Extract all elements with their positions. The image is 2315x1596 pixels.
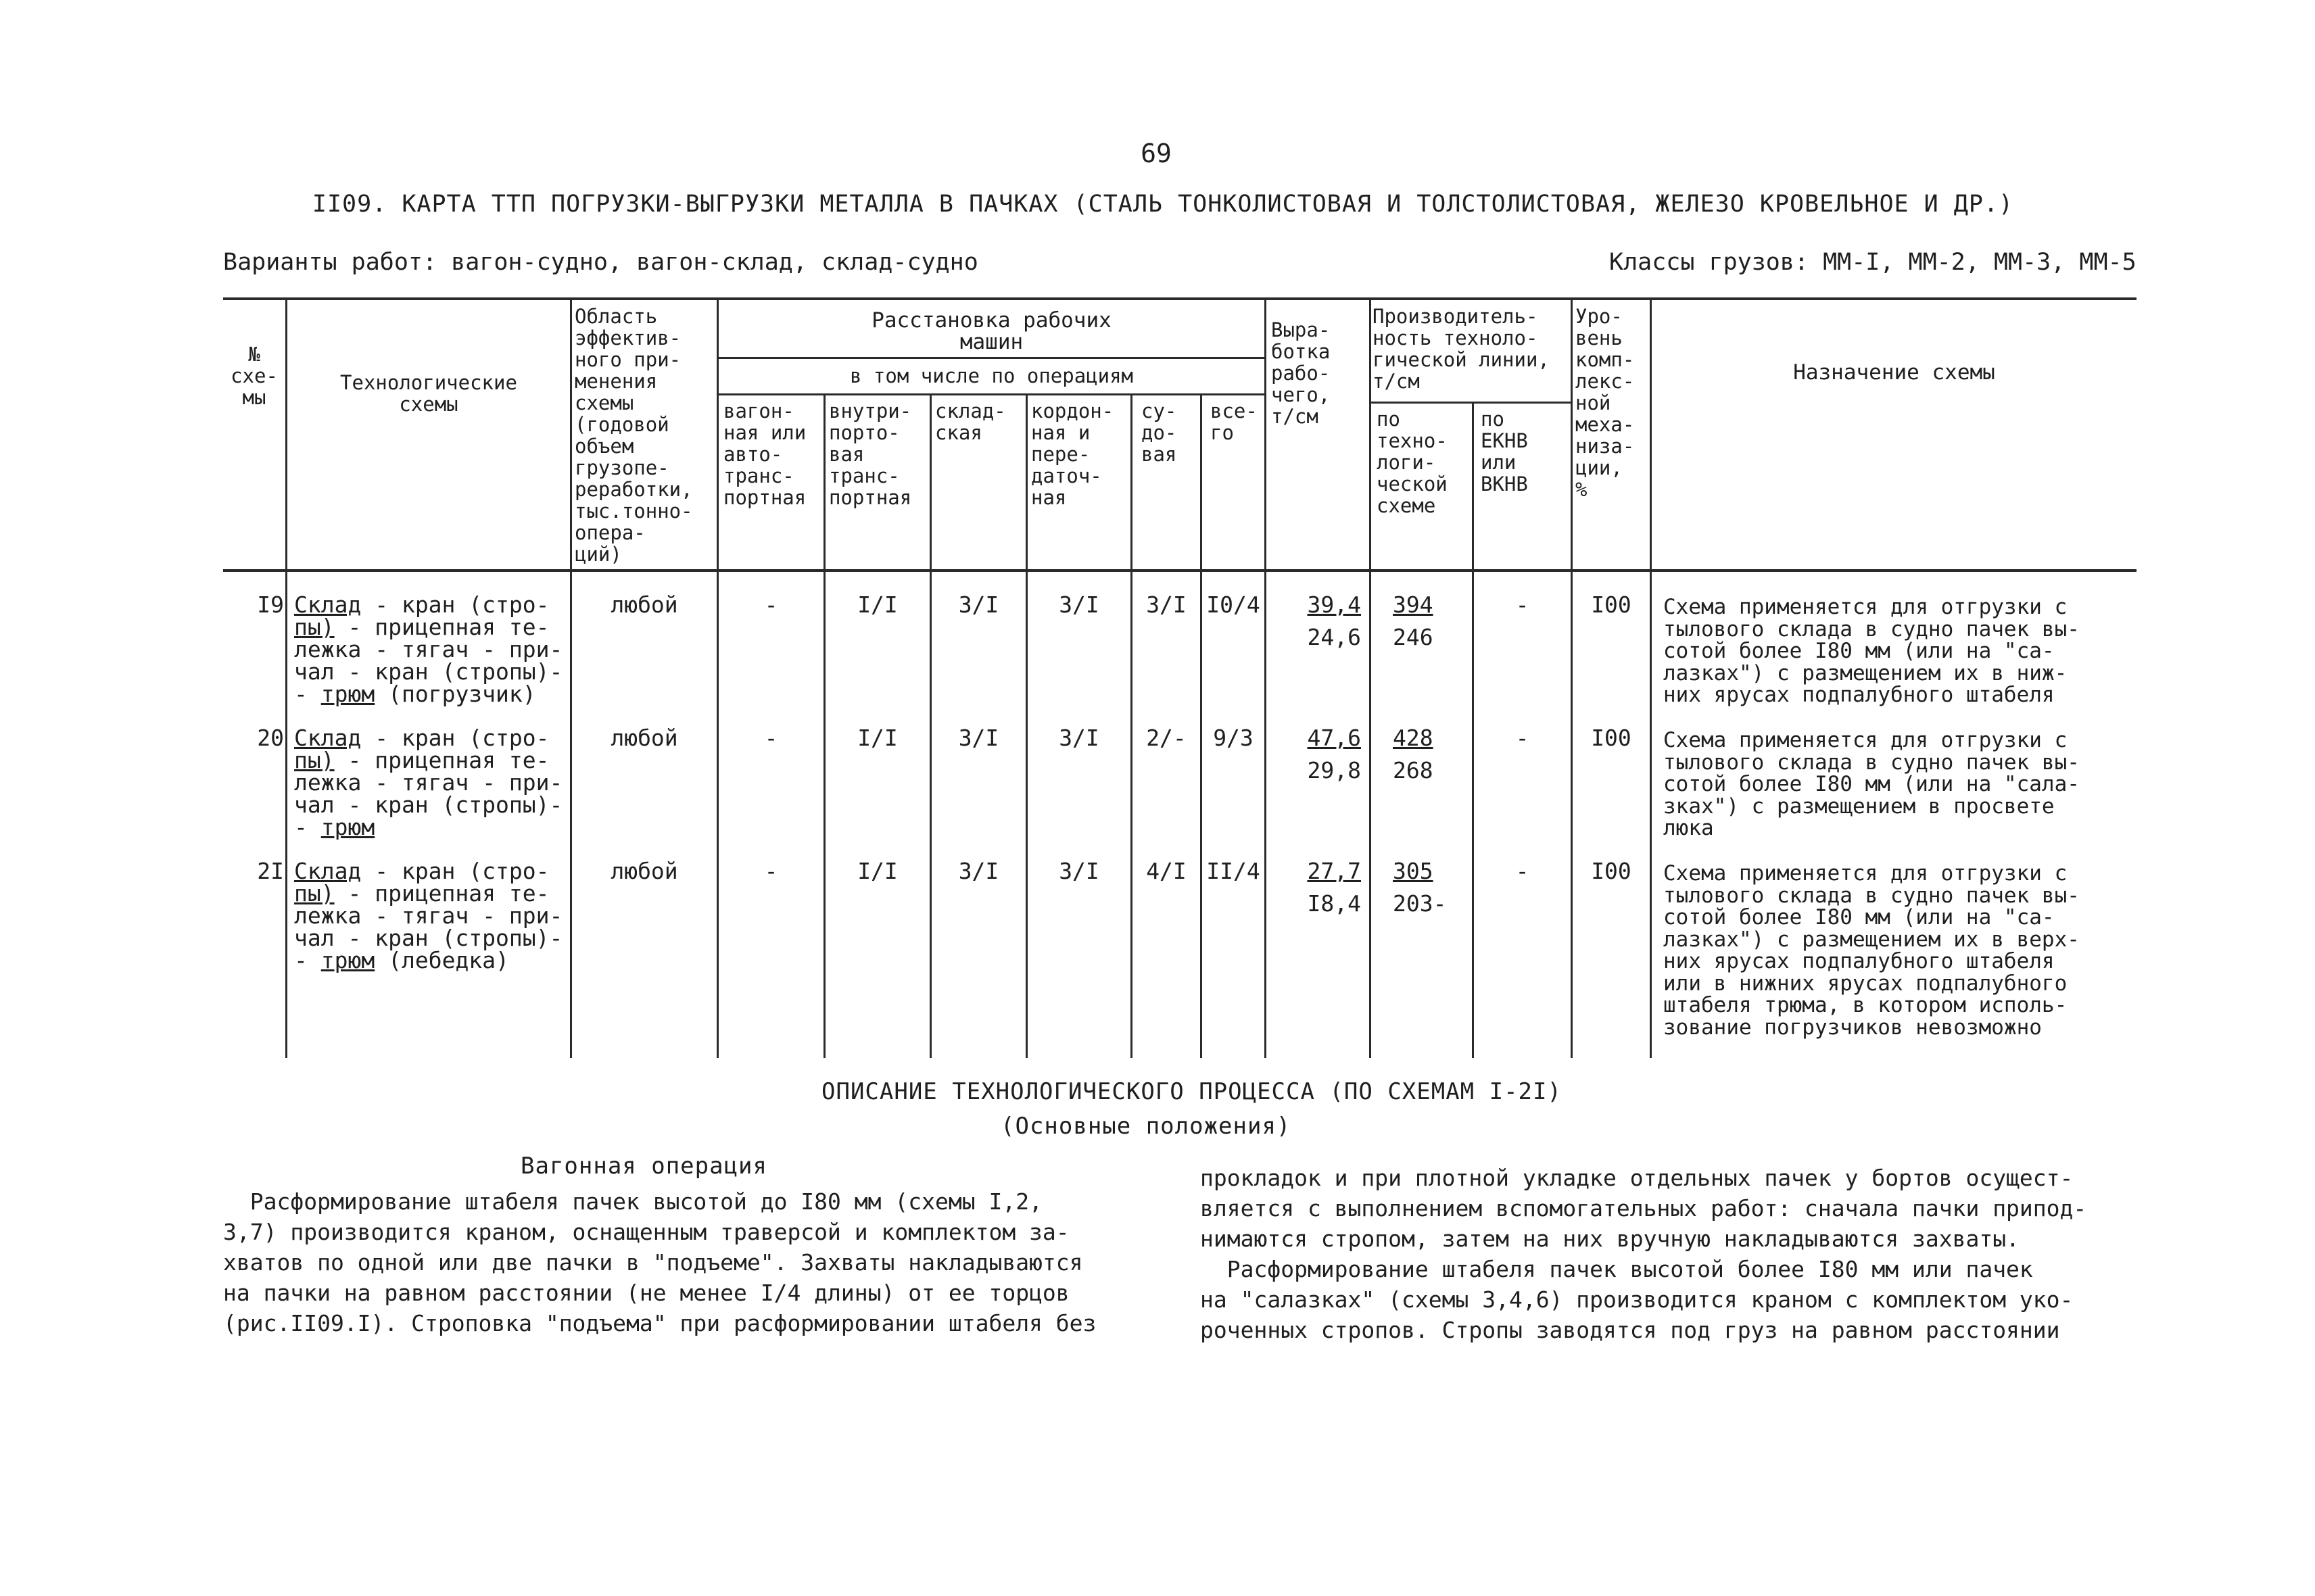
table-rule — [717, 357, 1266, 359]
header-intraport: внутри- порто- вая транс- портная — [829, 400, 912, 509]
row-output-top: 27,7 — [1307, 858, 1361, 884]
table-column-rule — [570, 297, 572, 1058]
scheme-text: - кран (стро- — [361, 858, 550, 884]
row-mechanization: I00 — [1591, 725, 1631, 751]
row-cordon: 3/I — [1059, 725, 1099, 751]
scheme-text: (лебедка) — [375, 947, 509, 973]
row-purpose: Схема применяется для отгрузки с тылового склада в судно пачек вы- сотой более I80 мм (или на "са- лазках") с размещением их в верх- них ярусах подпалубного штабеля или в нижних ярусах подпалубного штабеля трюма, в котором исполь- зование погрузчиков невозможно — [1663, 861, 2080, 1040]
row-warehouse: 3/I — [958, 591, 999, 618]
row-wagon: - — [764, 858, 778, 884]
row-wagon: - — [764, 725, 778, 751]
row-scheme-no: I9 — [257, 591, 284, 618]
table-column-rule — [824, 393, 826, 1058]
row-area: любой — [611, 858, 678, 884]
row-wagon: - — [764, 591, 778, 618]
row-mechanization: I00 — [1591, 858, 1631, 884]
row-area: любой — [611, 725, 678, 751]
header-ship: су- до- вая — [1141, 400, 1177, 466]
scheme-slings-term: пы) — [294, 747, 335, 773]
row-output-bottom: 24,6 — [1307, 624, 1361, 650]
row-output-top: 39,4 — [1307, 591, 1361, 618]
row-cordon: 3/I — [1059, 591, 1099, 618]
scheme-text: чал - кран (стропы)- — [294, 658, 563, 685]
table-rule — [717, 393, 1266, 395]
row-prod-top: 428 — [1393, 725, 1433, 751]
row-intraport: I/I — [857, 725, 898, 751]
row-purpose: Схема применяется для отгрузки с тылового склада в судно пачек вы- сотой более I80 мм (или на "са- лазках") с размещением их в ниж- них ярусах подпалубного штабеля — [1663, 595, 2080, 707]
row-prod-top: 305 — [1393, 858, 1433, 884]
header-productivity: Производитель- ность техноло- гической линии, т/см — [1373, 305, 1550, 393]
scheme-text: (погрузчик) — [375, 681, 536, 707]
header-output: Выра- ботка рабо- чего, т/см — [1271, 318, 1331, 428]
header-purpose: Назначение схемы — [1793, 360, 1995, 385]
row-prod-bottom: 203- — [1393, 890, 1447, 917]
table-column-rule — [1026, 393, 1028, 1058]
header-prod-scheme: по техно- логи- ческой схеме — [1377, 408, 1448, 517]
cargo-classes: Классы грузов: ММ-I, ММ-2, ММ-3, ММ-5 — [1609, 249, 2137, 276]
table-column-rule — [930, 393, 932, 1058]
row-eknv: - — [1515, 725, 1529, 751]
row-prod-bottom: 268 — [1393, 757, 1433, 783]
row-ship: 2/- — [1146, 725, 1187, 751]
table-rule — [1369, 402, 1572, 404]
scheme-slings-term: пы) — [294, 614, 335, 640]
page-number: 69 — [1141, 139, 1172, 168]
header-warehouse: склад- ская — [935, 400, 1006, 444]
table-column-rule — [1571, 297, 1573, 1058]
header-wagon: вагон- ная или авто- транс- портная — [723, 400, 807, 509]
row-tech-scheme — [294, 727, 570, 838]
table-column-rule — [1200, 393, 1202, 1058]
row-warehouse: 3/I — [958, 725, 999, 751]
header-area: Область эффектив- ного при- менения схемы (годовой объем грузопе- реработки, тыс.тонно- опера- ций) — [575, 305, 693, 566]
row-cordon: 3/I — [1059, 858, 1099, 884]
scheme-text: лежка - тягач - при- — [294, 769, 563, 796]
table-header-border — [223, 569, 2137, 572]
row-area: любой — [611, 591, 678, 618]
header-total: все- го — [1210, 400, 1258, 444]
table-column-rule — [1650, 297, 1652, 1058]
row-output-bottom: I8,4 — [1307, 890, 1361, 917]
row-prod-bottom: 246 — [1393, 624, 1433, 650]
scheme-text: - прицепная те- — [334, 880, 550, 906]
row-total: I0/4 — [1206, 591, 1260, 618]
scheme-text: - — [294, 814, 321, 840]
paragraph-left: Расформирование штабеля пачек высотой до I80 мм (схемы I,2, 3,7) производится краном, оснащенным траверсой и комплектом за- хватов по одной или две пачки в "подъеме". Захваты накладываются на пачки на равном расстоянии (не менее I/4 длины) от ее торцов (рис.II09.I). Строповка "подъема" при расформировании штабеля без — [223, 1188, 1097, 1336]
table-top-border — [223, 297, 2137, 300]
scheme-warehouse-term: Склад — [294, 591, 362, 618]
header-scheme-no: № схе- мы — [231, 343, 278, 409]
header-tech-schemes: Технологические схемы — [340, 371, 517, 416]
scheme-text: - прицепная те- — [334, 747, 550, 773]
row-total: II/4 — [1206, 858, 1260, 884]
scheme-text: лежка - тягач - при- — [294, 902, 563, 929]
row-tech-scheme — [294, 591, 570, 707]
paragraph-right: прокладок и при плотной укладке отдельных пачек у бортов осущест- вляется с выполнением вспомогательных работ: сначала пачки припод- нимаются стропом, затем на них вручную накладываются захваты. Расформирование штабеля пачек высотой более I80 мм или пачек на "салазках" (схемы 3,4,6) производится краном с комплектом уко- роченных стропов. Стропы заводятся под груз на равном расстоянии — [1200, 1165, 2087, 1343]
header-prod-eknv: по ЕКНВ или ВКНВ — [1481, 408, 1528, 495]
scheme-text: - — [294, 681, 321, 707]
row-ship: 3/I — [1146, 591, 1187, 618]
scheme-hold-term: трюм — [320, 681, 375, 707]
scheme-warehouse-term: Склад — [294, 725, 362, 751]
description-subtitle: (Основные положения) — [1001, 1113, 1291, 1140]
table-column-rule — [1264, 297, 1266, 1058]
row-output-bottom: 29,8 — [1307, 757, 1361, 783]
header-placement: Расстановка рабочих машин — [872, 308, 1112, 354]
row-ship: 4/I — [1146, 858, 1187, 884]
scheme-warehouse-term: Склад — [294, 858, 362, 884]
scheme-text: - прицепная те- — [334, 614, 550, 640]
row-warehouse: 3/I — [958, 858, 999, 884]
description-title: ОПИСАНИЕ ТЕХНОЛОГИЧЕСКОГО ПРОЦЕССА (ПО СХЕМАМ I-2I) — [821, 1078, 1562, 1105]
table-column-rule — [717, 297, 719, 1058]
header-cordon: кордон- ная и пере- даточ- ная — [1031, 400, 1114, 509]
scheme-text: - кран (стро- — [361, 591, 550, 618]
row-mechanization: I00 — [1591, 591, 1631, 618]
scheme-text: чал - кран (стропы)- — [294, 925, 563, 951]
row-intraport: I/I — [857, 858, 898, 884]
scheme-text: лежка - тягач - при- — [294, 636, 563, 662]
scheme-text: - кран (стро- — [361, 725, 550, 751]
table-column-rule — [1369, 297, 1371, 1058]
header-mechanization: Уро- вень комп- лекс- ной меха- низа- ции, % — [1575, 305, 1635, 501]
row-scheme-no: 2I — [257, 858, 284, 884]
row-eknv: - — [1515, 591, 1529, 618]
row-purpose: Схема применяется для отгрузки с тылового склада в судно пачек вы- сотой более I80 мм (или на "сала- зках") с размещением в просвете люка — [1663, 728, 2080, 840]
header-placement-sub: в том числе по операциям — [849, 364, 1134, 387]
scheme-text: - — [294, 947, 321, 973]
row-scheme-no: 20 — [257, 725, 284, 751]
row-eknv: - — [1515, 858, 1529, 884]
row-tech-scheme — [294, 860, 570, 971]
row-output-top: 47,6 — [1307, 725, 1361, 751]
section-heading: Вагонная операция — [521, 1153, 767, 1180]
work-variants: Варианты работ: вагон-судно, вагон-склад, склад-судно — [223, 249, 978, 276]
scheme-slings-term: пы) — [294, 880, 335, 906]
row-prod-top: 394 — [1393, 591, 1433, 618]
row-total: 9/3 — [1213, 725, 1254, 751]
scheme-hold-term: трюм — [320, 814, 375, 840]
scheme-text: чал - кран (стропы)- — [294, 792, 563, 818]
row-intraport: I/I — [857, 591, 898, 618]
scheme-hold-term: трюм — [320, 947, 375, 973]
document-title: II09. КАРТА ТТП ПОГРУЗКИ-ВЫГРУЗКИ МЕТАЛЛА В ПАЧКАХ (СТАЛЬ ТОНКОЛИСТОВАЯ И ТОЛСТОЛИСТОВАЯ, ЖЕЛЕЗО КРОВЕЛЬНОЕ И ДР.) — [312, 191, 2014, 218]
